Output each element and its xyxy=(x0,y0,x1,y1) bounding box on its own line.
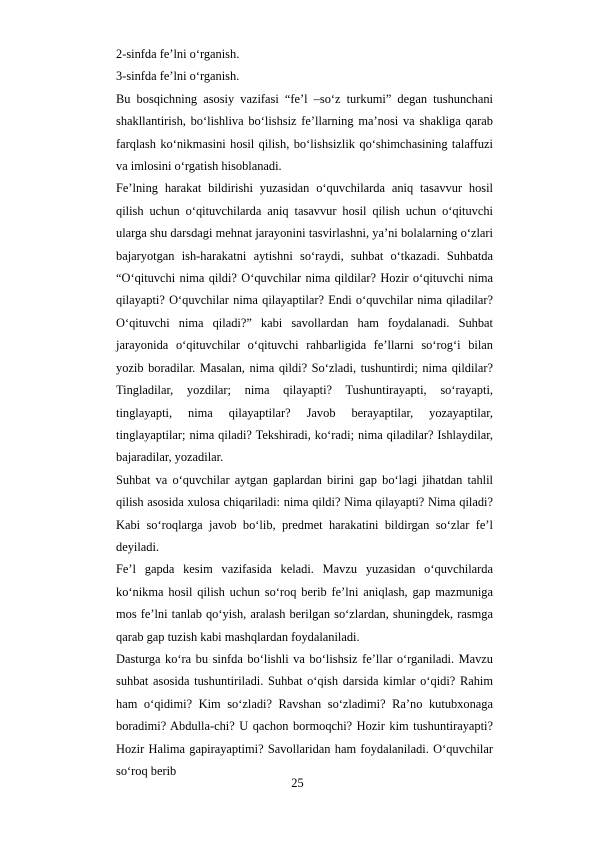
paragraph-2: Fe’lning harakat bildirishi yuzasidan o‘quvchilarda aniq tasavvur hosil qilish uchun o‘qituvchilarda aniq tasavvur hosil qilish uchun o‘qituvchi ularga shu darsdagi mehnat jarayonini tasvirlashni, ya’ni bolalarning o‘zlari bajaryotgan ish-harakatni aytishni so‘raydi, suhbat o‘tkazadi. Suhbatda “O‘qituvchi nima qildi? O‘quvchilar nima qildilar? Hozir o‘qituvchi nima qilayapti? O‘quvchilar nima qilayaptilar? Endi o‘quvchilar nima qiladilar? O‘qituvchi nima qiladi?” kabi savollardan ham foydalanadi. Suhbat jarayonida o‘qituvchilar o‘qituvchi rahbarligida fe’llarni so‘rog‘i bilan yozib boradilar. Masalan, nima qildi? So‘zladi, tushuntirdi; nima qildilar? Tingladilar, yozdilar; nima qilayapti? Tushuntirayapti, so‘rayapti, tinglayapti, nima qilayaptilar? Javob berayaptilar, yozayaptilar, tinglayaptilar; nima qiladi? Tekshiradi, ko‘radi; nima qiladilar? Ishlaydilar, bajaradilar, yozadilar. xyxy=(116,181,493,465)
line-grade-2: 2-sinfda fe’lni o‘rganish. xyxy=(116,47,240,61)
page-number: 25 xyxy=(291,776,304,790)
paragraph-3: Suhbat va o‘quvchilar aytgan gaplardan birini gap bo‘lagi jihatdan tahlil qilish asosida xulosa chiqariladi: nima qildi? Nima qilayapti? Nima qiladi? Kabi so‘roqlarga javob bo‘lib, predmet harakatini bildirgan so‘zlar fe’l deyiladi. xyxy=(116,472,493,554)
line-grade-3: 3-sinfda fe’lni o‘rganish. xyxy=(116,69,240,84)
paragraph-4: Fe’l gapda kesim vazifasida keladi. Mavzu yuzasidan o‘quvchilarda ko‘nikma hosil qilish uchun so‘roq berib fe’lni aniqlash, gap mazmuniga mos fe’lni tanlab qo‘yish, aralash berilgan so‘zlardan, shuningdek, rasmga qarab gap tuzish kabi mashqlardan foydalaniladi. xyxy=(116,562,493,644)
body-text xyxy=(116,43,493,782)
paragraph-1: Bu bosqichning asosiy vazifasi “fe’l –so‘z turkumi” degan tushunchani shakllantirish, bo‘lishliva bo‘lishsiz fe’llarning ma’nosi va shakliga qarab farqlash ko‘nikmasini hosil qilish, bo‘lishsizlik qo‘shimchasining talaffuzi va imlosini o‘rgatish hisoblanadi. xyxy=(116,91,493,174)
paragraph-5: Dasturga ko‘ra bu sinfda bo‘lishli va bo‘lishsiz fe’llar o‘rganiladi. Mavzu suhbat asosida tushuntiriladi. Suhbat o‘qish darsida kimlar o‘qidi? Rahim ham o‘qidimi? Kim so‘zladi? Ravshan so‘zladimi? Ra’no kutubxonaga boradimi? Abdulla-chi? U qachon bormoqchi? Hozir kim tushuntirayapti? Hozir Halima gapirayaptimi? Savollaridan ham foydalaniladi. O‘quvchilar so‘roq berib xyxy=(116,651,493,778)
